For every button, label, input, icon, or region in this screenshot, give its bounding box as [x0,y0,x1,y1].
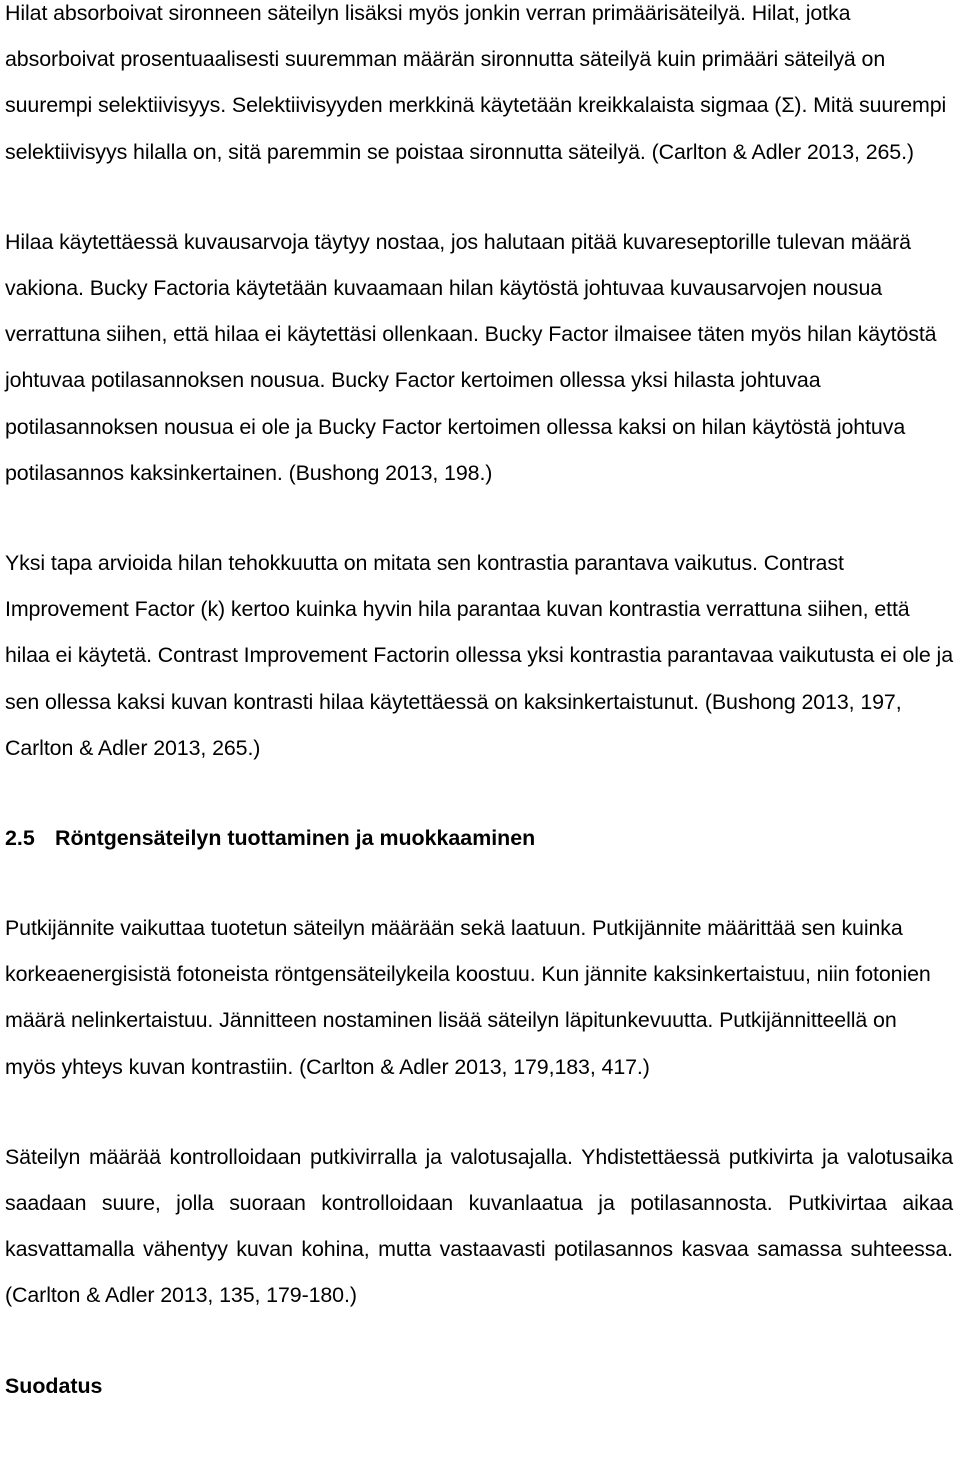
section-number: 2.5 [5,826,35,851]
section-heading [5,815,953,861]
paragraph-spacer [5,771,953,815]
paragraph-tube-voltage: Putkijännite vaikuttaa tuotetun säteilyn määrään sekä laatuun. Putkijännite määrittää sen kuinka korkeaenergisistä fotoneista röntgensäteilykeila koostuu. Kun jännite kaksinkertaistuu, niin fotonien määrä nelinkertaistuu. Jännitteen nostaminen lisää säteilyn läpitunkevuutta. Putkijännitteellä on myös yhteys kuvan kontrastiin. (Carlton & Adler 2013, 179,183, 417.) [5,916,931,1079]
paragraph-spacer [5,861,953,905]
paragraph-spacer [5,496,953,540]
paragraph-tube-current: Säteilyn määrää kontrolloidaan putkivirralla ja valotusajalla. Yhdistettäessä putkivirta ja valotusaika saadaan suure, jolla suoraan kontrolloidaan kuvanlaatua ja potilasannosta. Putkivirtaa aikaa kasvattamalla vähentyy kuvan kohina, mutta vastaavasti potilasannos kasvaa samassa suhteessa. (Carlton & Adler 2013, 135, 179-180.) [5,1144,953,1308]
paragraph-contrast-improvement: Yksi tapa arvioida hilan tehokkuutta on mitata sen kontrastia parantava vaikutus. Contrast Improvement Factor (k) kertoo kuinka hyvin hila parantaa kuvan kontrastia verrattuna siihen, että hilaa ei käytetä. Contrast Improvement Factorin ollessa yksi kontrastia parantavaa vaikutusta ei ole ja sen ollessa kaksi kuvan kontrasti hilaa käytettäessä on kaksinkertaistunut. (Bushong 2013, 197, Carlton & Adler 2013, 265.) [5,551,953,760]
subheading-filtration: Suodatus [5,1373,103,1398]
paragraph-spacer [5,175,953,219]
paragraph-bucky-factor: Hilaa käytettäessä kuvausarvoja täytyy nostaa, jos halutaan pitää kuvareseptorille tulevan määrä vakiona. Bucky Factoria käytetään kuvaamaan hilan käytöstä johtuvaa kuvausarvojen nousua verrattuna siihen, että hilaa ei käytettäsi ollenkaan. Bucky Factor ilmaisee täten myös hilan käytöstä johtuvaa potilasannoksen nousua. Bucky Factor kertoimen ollessa yksi hilasta johtuvaa potilasannoksen nousua ei ole ja Bucky Factor kertoimen ollessa kaksi on hilan käytöstä johtuva potilasannos kaksinkertainen. (Bushong 2013, 198.) [5,229,937,485]
paragraph-spacer [5,1090,953,1134]
document-page [5,0,953,1409]
section-title: Röntgensäteilyn tuottaminen ja muokkaaminen [55,826,536,851]
paragraph-grid-selectivity: Hilat absorboivat sironneen säteilyn lisäksi myös jonkin verran primäärisäteilyä. Hilat, jotka absorboivat prosentuaalisesti suuremman määrän sironnutta säteilyä kuin primääri säteilyä on suurempi selektiivisyys. Selektiivisyyden merkkinä käytetään kreikkalaista sigmaa (Σ). Mitä suurempi selektiivisyys hilalla on, sitä paremmin se poistaa sironnutta säteilyä. (Carlton & Adler 2013, 265.) [5,1,947,164]
paragraph-spacer [5,1319,953,1363]
